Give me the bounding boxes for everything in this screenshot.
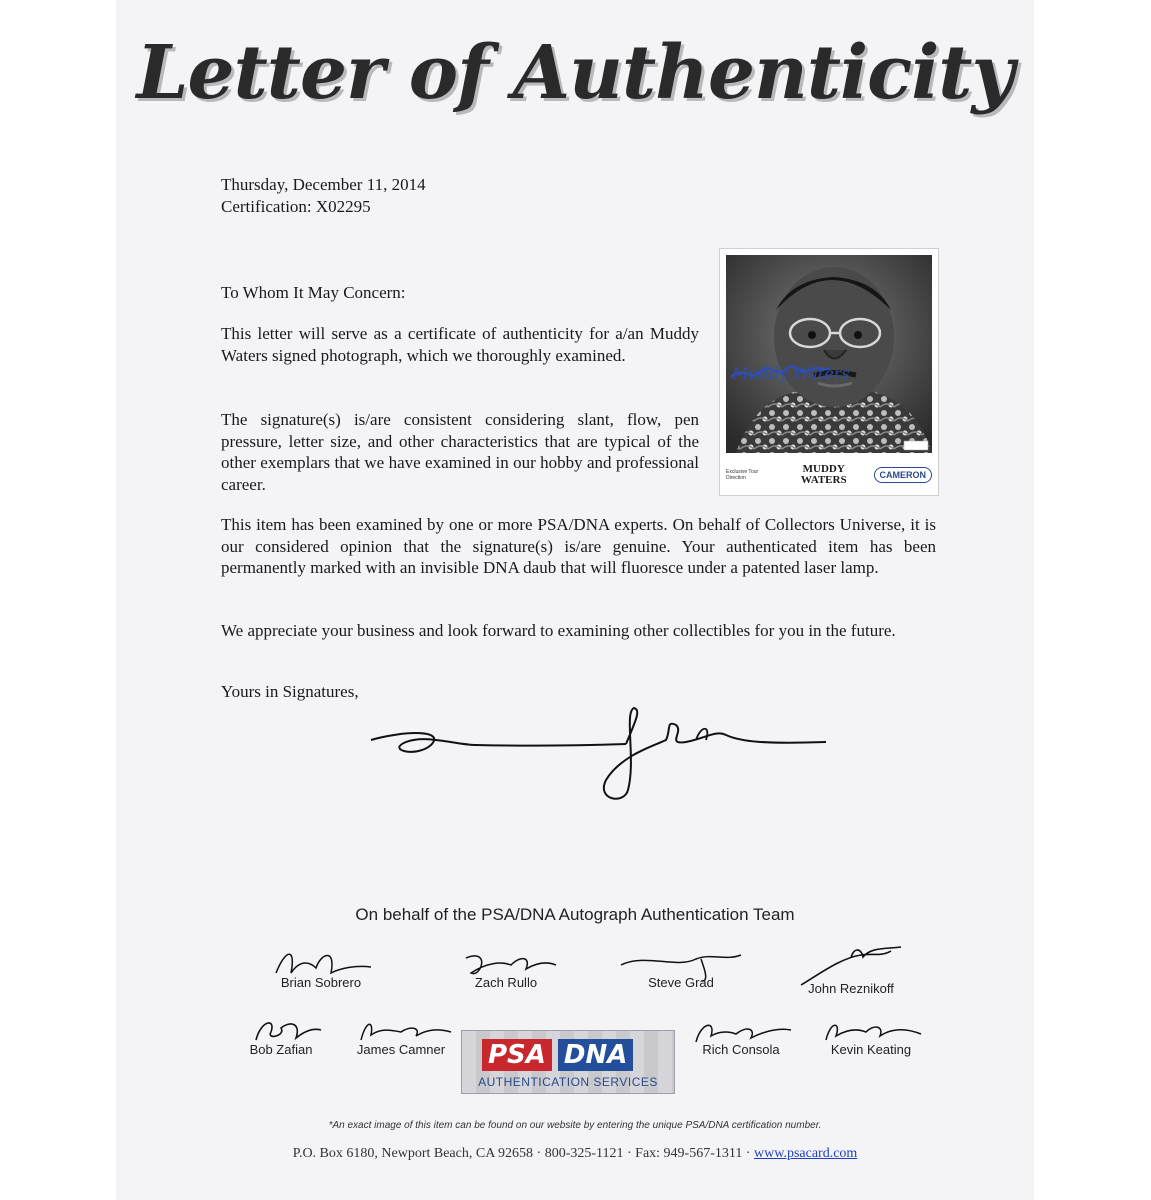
team-member-signature — [606, 943, 756, 990]
salutation: To Whom It May Concern: — [221, 283, 406, 302]
closing: Yours in Signatures, — [221, 682, 359, 701]
authenticator-signature — [366, 700, 846, 810]
team-member-signature — [776, 943, 926, 996]
letter-date: Thursday, December 11, 2014 — [221, 175, 426, 194]
hologram-sticker — [904, 441, 928, 450]
member-name: John Reznikoff — [808, 981, 894, 996]
portrait-image — [726, 255, 932, 453]
paragraph-intro: This letter will serve as a certificate of authenticity for a/an Muddy Waters signed photograph, which we thoroughly examined. — [221, 324, 699, 365]
badge-dna-mark: DNA — [558, 1039, 633, 1071]
caption-artist-name: MUDDY WATERS — [800, 463, 847, 486]
member-name: Steve Grad — [648, 975, 714, 990]
paragraph-consistency: The signature(s) is/are consistent considering slant, flow, pen pressure, letter size, and other characteristics that are typical of the other exemplars that we have examined in our hobby and professional career. — [221, 410, 699, 494]
website-link[interactable]: www.psacard.com — [754, 1146, 858, 1161]
paragraph-appreciation: We appreciate your business and look forward to examining other collectibles for you in the future. — [221, 621, 896, 640]
badge-psa-mark: PSA — [482, 1039, 552, 1071]
team-member-signature — [326, 1010, 476, 1057]
psa-dna-badge — [461, 1030, 675, 1094]
badge-subtitle: AUTHENTICATION SERVICES — [478, 1075, 658, 1089]
team-member-signature — [666, 1010, 816, 1057]
letter-title: Letter of Authenticity — [136, 30, 1014, 116]
signed-photograph — [719, 248, 939, 496]
photo-autograph: Muddy Waters — [732, 364, 850, 383]
team-member-signature — [431, 943, 581, 990]
cameron-logo: CAMERON — [874, 467, 933, 483]
member-name: Rich Consola — [702, 1042, 780, 1057]
team-member-signature — [796, 1010, 946, 1057]
photo-caption — [720, 455, 938, 495]
caption-tour-direction: Exclusive Tour Direction — [726, 469, 759, 481]
certification-number: Certification: X02295 — [221, 197, 371, 216]
member-name: Zach Rullo — [474, 975, 538, 990]
team-heading: On behalf of the PSA/DNA Autograph Authentication Team — [355, 905, 795, 924]
team-member-signature — [246, 943, 396, 990]
member-name: Brian Sobrero — [280, 975, 362, 990]
letter-meta — [221, 174, 426, 218]
footnote: *An exact image of this item can be found on our website by entering the unique PSA/DNA certification number. — [328, 1120, 822, 1131]
member-name: Kevin Keating — [830, 1042, 912, 1057]
footer-address — [116, 1146, 1034, 1162]
address-text: P.O. Box 6180, Newport Beach, CA 92658 · 800-325-1121 · Fax: 949-567-1311 · — [292, 1146, 755, 1161]
member-name: James Camner — [356, 1042, 446, 1057]
paragraph-examination: This item has been examined by one or more PSA/DNA experts. On behalf of Collectors Universe, it is our considered opinion that the signature(s) is/are genuine. Your authenticated item has been permanently marked with an invisible DNA daub that will fluoresce under a patented laser lamp. — [221, 515, 936, 577]
member-name: Bob Zafian — [249, 1042, 313, 1057]
letter-sheet — [116, 0, 1034, 1200]
